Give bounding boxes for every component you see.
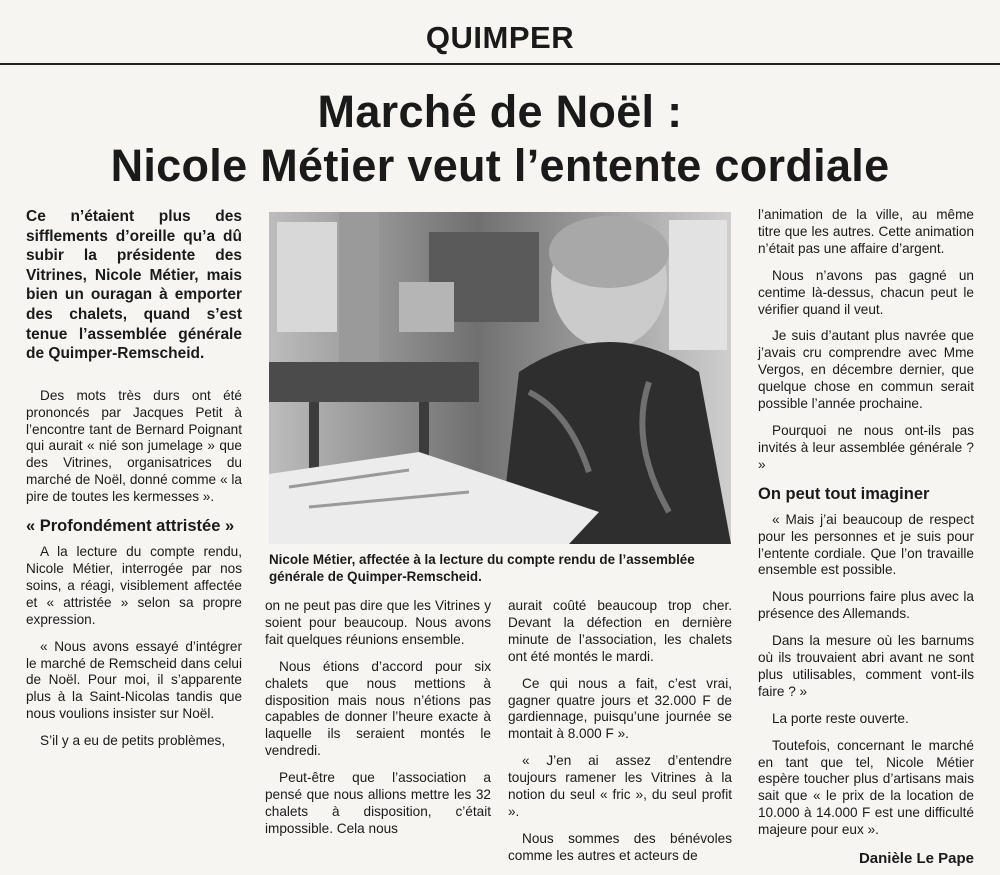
photo-illustration (269, 212, 731, 544)
col1-paragraph-2: A la lecture du compte rendu, Nicole Métier, interrogée par nos soins, a réagi, visiblement affectée et « attristée » selon sa propre expression. (26, 544, 242, 627)
author-signature: Danièle Le Pape (858, 850, 974, 868)
column-2 (265, 598, 491, 848)
col3-paragraph-2: Ce qui nous a fait, c’est vrai, gagner quatre jours et 32.000 F de gardiennage, puisqu’une journée se montait à 8.000 F ». (508, 675, 732, 742)
col4-paragraph-4: Pourquoi ne nous ont-ils pas invités à leur assemblée générale ? » (758, 422, 974, 472)
header-rule (0, 63, 1000, 65)
article-photo (269, 212, 731, 544)
col1-paragraph-1: Des mots très durs ont été prononcés par Jacques Petit à l’encontre tant de Bernard Poignant qui aurait « nié son jumelage » que des Vitrines, organisatrices du marché de Noël, donné comme « la pire de toutes les kermesses ». (26, 387, 242, 505)
col3-paragraph-3: « J’en ai assez d’entendre toujours ramener les Vitrines à la notion du seul « fric », du seul profit ». (508, 753, 732, 819)
col1-paragraph-3: « Nous avons essayé d’intégrer le marché de Remscheid dans celui de Noël. Pour moi, il s’apparente plus à la Saint-Nicolas tandis que nous voulions insister sur Noël. (26, 638, 242, 722)
headline-line-1: Marché de Noël : (317, 86, 683, 137)
col4-paragraph-2: Nous n’avons pas gagné un centime là-dessus, chacun peut le vérifier quand il veut. (758, 267, 974, 317)
lead-paragraph: Ce n’étaient plus des sifflements d’oreille qu’a dû subir la présidente des Vitrines, Nicole Métier, mais bien un ouragan à emporter des chalets, quand s’est tenue l’assemblée générale de Quimper-Remscheid. (26, 208, 242, 363)
photo-caption: Nicole Métier, affectée à la lecture du compte rendu de l’assemblée générale de Quimper-Remscheid. (269, 552, 695, 584)
col4-paragraph-7: Dans la mesure où les barnums où ils trouvaient abri avant ne sont plus utilisables, comment vont-ils faire ? » (758, 633, 974, 699)
col4-paragraph-6: Nous pourrions faire plus avec la présence des Allemands. (758, 589, 974, 622)
column-3 (508, 598, 732, 875)
column-1 (26, 207, 242, 760)
col3-paragraph-1: aurait coûté beaucoup trop cher. Devant la défection en dernière minute de l’association, les chalets ont été montés le mardi. (508, 598, 732, 664)
subhead-imaginer: On peut tout imaginer (758, 484, 930, 503)
col1-paragraph-4: S’il y a eu de petits problèmes, (40, 733, 226, 749)
headline-line-2: Nicole Métier veut l’entente cordiale (110, 140, 890, 191)
col2-paragraph-1: on ne peut pas dire que les Vitrines y soient pour beaucoup. Nous avons fait quelques réunions ensemble. (265, 598, 491, 647)
col2-paragraph-2: Nous étions d’accord pour six chalets que nous mettions à disposition mais nous n’étions pas capables de donner l’heure exacte à laquelle ils seraient montés le vendredi. (265, 658, 491, 759)
col4-paragraph-9: Toutefois, concernant le marché en tant que tel, Nicole Métier espère toucher plus d’artisans mais sait que « le prix de la location de 10.000 à 14.000 F est une difficulté majeure pour eux ». (758, 737, 974, 838)
col4-paragraph-3: Je suis d’autant plus navrée que j’avais cru comprendre avec Mme Vergos, en décembre dernier, que quelque chose en commun serait possible l’année prochaine. (758, 328, 974, 412)
col4-paragraph-8: La porte reste ouverte. (772, 710, 909, 726)
col3-paragraph-4: Nous sommes des bénévoles comme les autres et acteurs de (508, 830, 732, 863)
col4-paragraph-1: l’animation de la ville, au même titre que les autres. Cette animation n’était pas une affaire d’argent. (758, 207, 974, 256)
col4-paragraph-5: « Mais j’ai beaucoup de respect pour les personnes et je suis pour l’entente cordiale. Que l’on travaille ensemble est possible. (758, 511, 974, 578)
column-4 (758, 207, 974, 868)
col2-paragraph-3: Peut-être que l’association a pensé que nous allions mettre les 32 chalets à disposition, c’était impossible. Cela nous (265, 770, 491, 836)
subhead-attristee: « Profondément attristée » (26, 517, 235, 536)
section-title: QUIMPER (425, 20, 575, 55)
